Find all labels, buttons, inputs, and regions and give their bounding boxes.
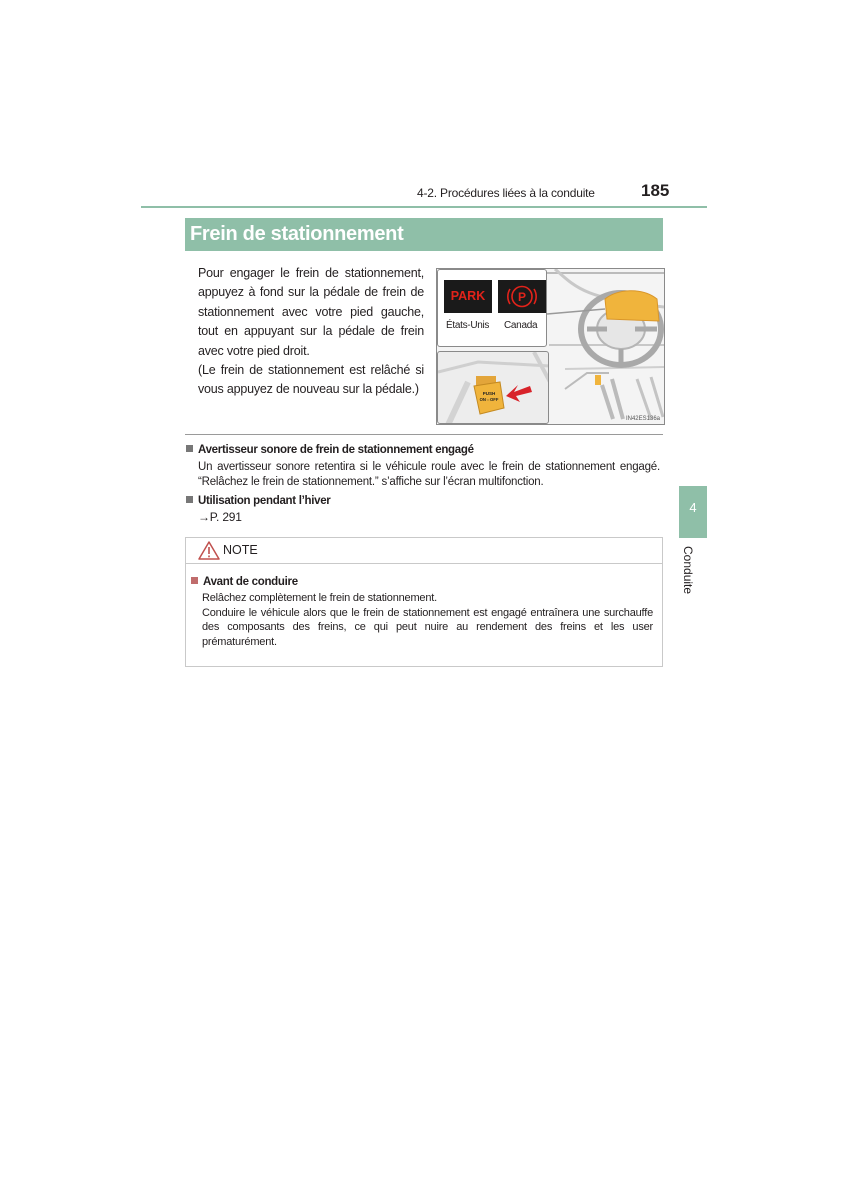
warning-icon: [198, 541, 220, 560]
parking-brake-illustration: [436, 268, 665, 425]
section-heading: [186, 495, 660, 507]
page-number: 185: [641, 181, 670, 200]
svg-text:P: P: [517, 290, 527, 304]
note-heading: [191, 576, 653, 588]
bullet-square-icon: [186, 445, 193, 452]
section-heading: [186, 444, 660, 456]
park-indicator: [444, 280, 492, 313]
chapter-tab: [679, 486, 707, 538]
intro-paragraph-note: (Le frein de stationnement est relâché si vous appuyez de nouveau sur la pédale.): [198, 363, 424, 397]
chapter-label: Conduite: [681, 546, 695, 595]
parking-brake-icon: [498, 280, 546, 313]
pedal-drawing: [438, 352, 549, 424]
intro-text: [198, 264, 424, 400]
pedal-callout: [437, 351, 549, 424]
page-reference-link[interactable]: →P. 291: [198, 510, 242, 524]
section-body: Un avertisseur sonore retentira si le véhicule roule avec le frein de stationnement engagé. “Relâchez le frein de stationnement.” s’affiche sur l’écran multifonction.: [198, 461, 660, 488]
section-warning-buzzer: [186, 444, 660, 490]
note-content: [191, 576, 653, 649]
page-title: Frein de stationnement: [185, 218, 663, 251]
header-rule: [141, 206, 707, 208]
chapter-number: 4: [689, 500, 697, 515]
usa-label: États-Unis: [446, 320, 490, 331]
note-box: [185, 537, 663, 667]
indicator-callout: [437, 269, 547, 347]
parking-brake-indicator: [498, 280, 546, 313]
red-arrow: [506, 385, 532, 402]
section-heading-text: Avertisseur sonore de frein de stationnement engagé: [198, 444, 474, 456]
note-line: Conduire le véhicule alors que le frein de stationnement est engagé entraînera une surchauffe des composants des freins, ce qui peut nuire au rendement des freins et les user prématurément.: [202, 606, 653, 648]
note-title: NOTE: [223, 543, 258, 557]
section-winter-use: [186, 495, 660, 525]
bullet-square-icon: [186, 496, 193, 503]
intro-paragraph: Pour engager le frein de stationnement, appuyez à fond sur la pédale de frein de stationnement avec votre pied gauche, tout en appuyant sur la pédale de frein avec votre pied droit.: [198, 266, 424, 358]
canada-label: Canada: [504, 320, 538, 331]
note-heading-text: Avant de conduire: [203, 576, 298, 588]
bullet-square-icon: [191, 577, 198, 584]
note-line: Relâchez complètement le frein de stationnement.: [202, 592, 437, 604]
note-header: [186, 538, 662, 564]
svg-text:ON⇔OFF: ON⇔OFF: [479, 397, 499, 402]
meter-highlight: [605, 291, 659, 321]
figure-code: IN42ES136a: [625, 416, 660, 422]
svg-text:PUSH: PUSH: [482, 391, 496, 396]
section-header: 4-2. Procédures liées à la conduite: [417, 186, 595, 200]
park-indicator-text: PARK: [450, 289, 486, 303]
section-heading-text: Utilisation pendant l’hiver: [198, 495, 331, 507]
section-divider: [185, 434, 663, 435]
